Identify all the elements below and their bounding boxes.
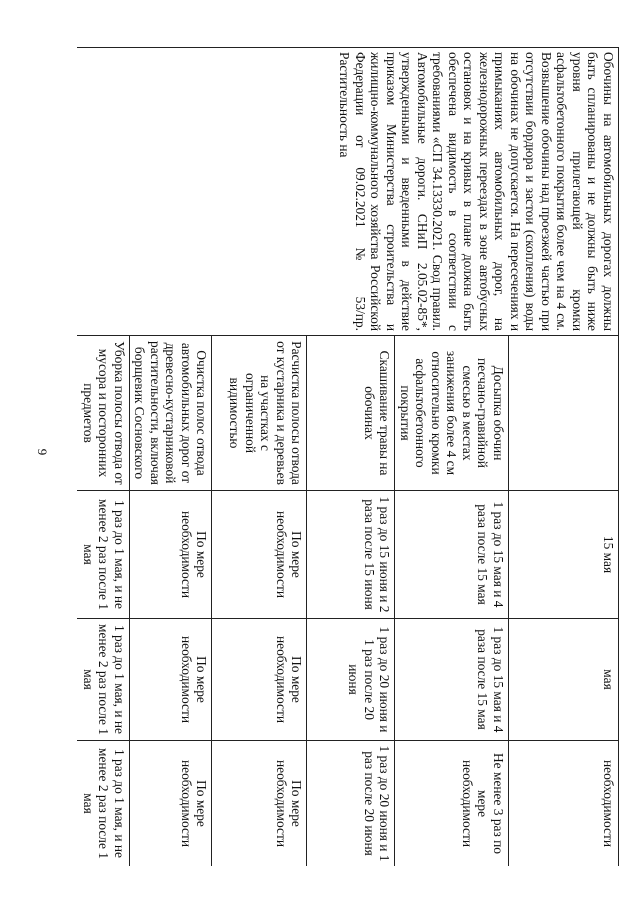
work-cell bbox=[509, 336, 619, 491]
period-cell: 1 раз до 1 мая, и не менее 2 раз после 1 мая bbox=[77, 491, 130, 619]
work-cell: Досыпка обочин песчано-гравийной смесью в местах занижения более 4 см относительно кромки асфальтобетонного покрытия bbox=[395, 336, 509, 491]
period-cell: 1 раз до 15 мая и 4 раза после 15 мая bbox=[395, 491, 509, 619]
period-cell: 1 раз до 1 мая, и не менее 2 раз после 1 мая bbox=[77, 741, 130, 867]
period-cell: По мере необходимости bbox=[212, 491, 307, 619]
page-number: 9 bbox=[35, 448, 50, 456]
work-cell: Уборка полосы отвода от мусора и посторонних предметов bbox=[77, 336, 130, 491]
period-cell: мая bbox=[509, 619, 619, 741]
maintenance-table bbox=[77, 47, 619, 866]
work-cell: Расчистка полосы отвода от кустарника и деревьев на участках с ограниченной видимостью bbox=[212, 336, 307, 491]
period-cell: 15 мая bbox=[509, 491, 619, 619]
period-cell: Не менее 3 раз по мере необходимости bbox=[395, 741, 509, 867]
table-row bbox=[509, 48, 619, 867]
period-cell: По мере необходимости bbox=[130, 619, 213, 741]
period-cell: По мере необходимости bbox=[130, 741, 213, 867]
period-cell: По мере необходимости bbox=[130, 491, 213, 619]
period-cell: По мере необходимости bbox=[212, 741, 307, 867]
period-cell: 1 раз до 1 мая, и не менее 2 раз после 1 мая bbox=[77, 619, 130, 741]
requirement-cell: Обочины на автомобильных дорогах должны быть спланированы и не должны быть ниже уровня прилегающей кромки асфальтобетонного покрытия более чем на 4 см. Возвышение обочины над проезжей частью при отсутствии бордюра и застои (скопления) воды на обочинах не допускается. На пересечениях и примыканиях автомобильных дорог, на железнодорожных переездах в зоне автобусных остановок и на кривых в плане должна быть обеспечена видимость в соответствии с требованиями «СП 34.13330.2021. Свод правил. Автомобильные дороги. СНиП 2.05.02-85*, утвержденными и введенными в действие приказом Министерства строительства и жилищно-коммунального хозяйства Российской Федерации от 09.02.2021 № 53/пр. Растительность на bbox=[77, 48, 619, 336]
period-cell: 1 раз до 15 мая и 4 раза после 15 мая bbox=[395, 619, 509, 741]
rotated-table-frame bbox=[77, 47, 619, 866]
table-wrap bbox=[77, 47, 619, 866]
period-cell: 1 раз до 20 июня и 1 раз после 20 июня bbox=[307, 619, 395, 741]
period-cell: По мере необходимости bbox=[212, 619, 307, 741]
period-cell: 1 раз до 15 июня и 2 раза после 15 июня bbox=[307, 491, 395, 619]
work-cell: Скашивание травы на обочинах bbox=[307, 336, 395, 491]
period-cell: необходимости bbox=[509, 741, 619, 867]
period-cell: 1 раз до 20 июня и 1 раз после 20 июня bbox=[307, 741, 395, 867]
work-cell: Очистка полос отвода автомобильных дорог от древесно-кустарниковой растительности, включая борщевик Сосновского bbox=[130, 336, 213, 491]
